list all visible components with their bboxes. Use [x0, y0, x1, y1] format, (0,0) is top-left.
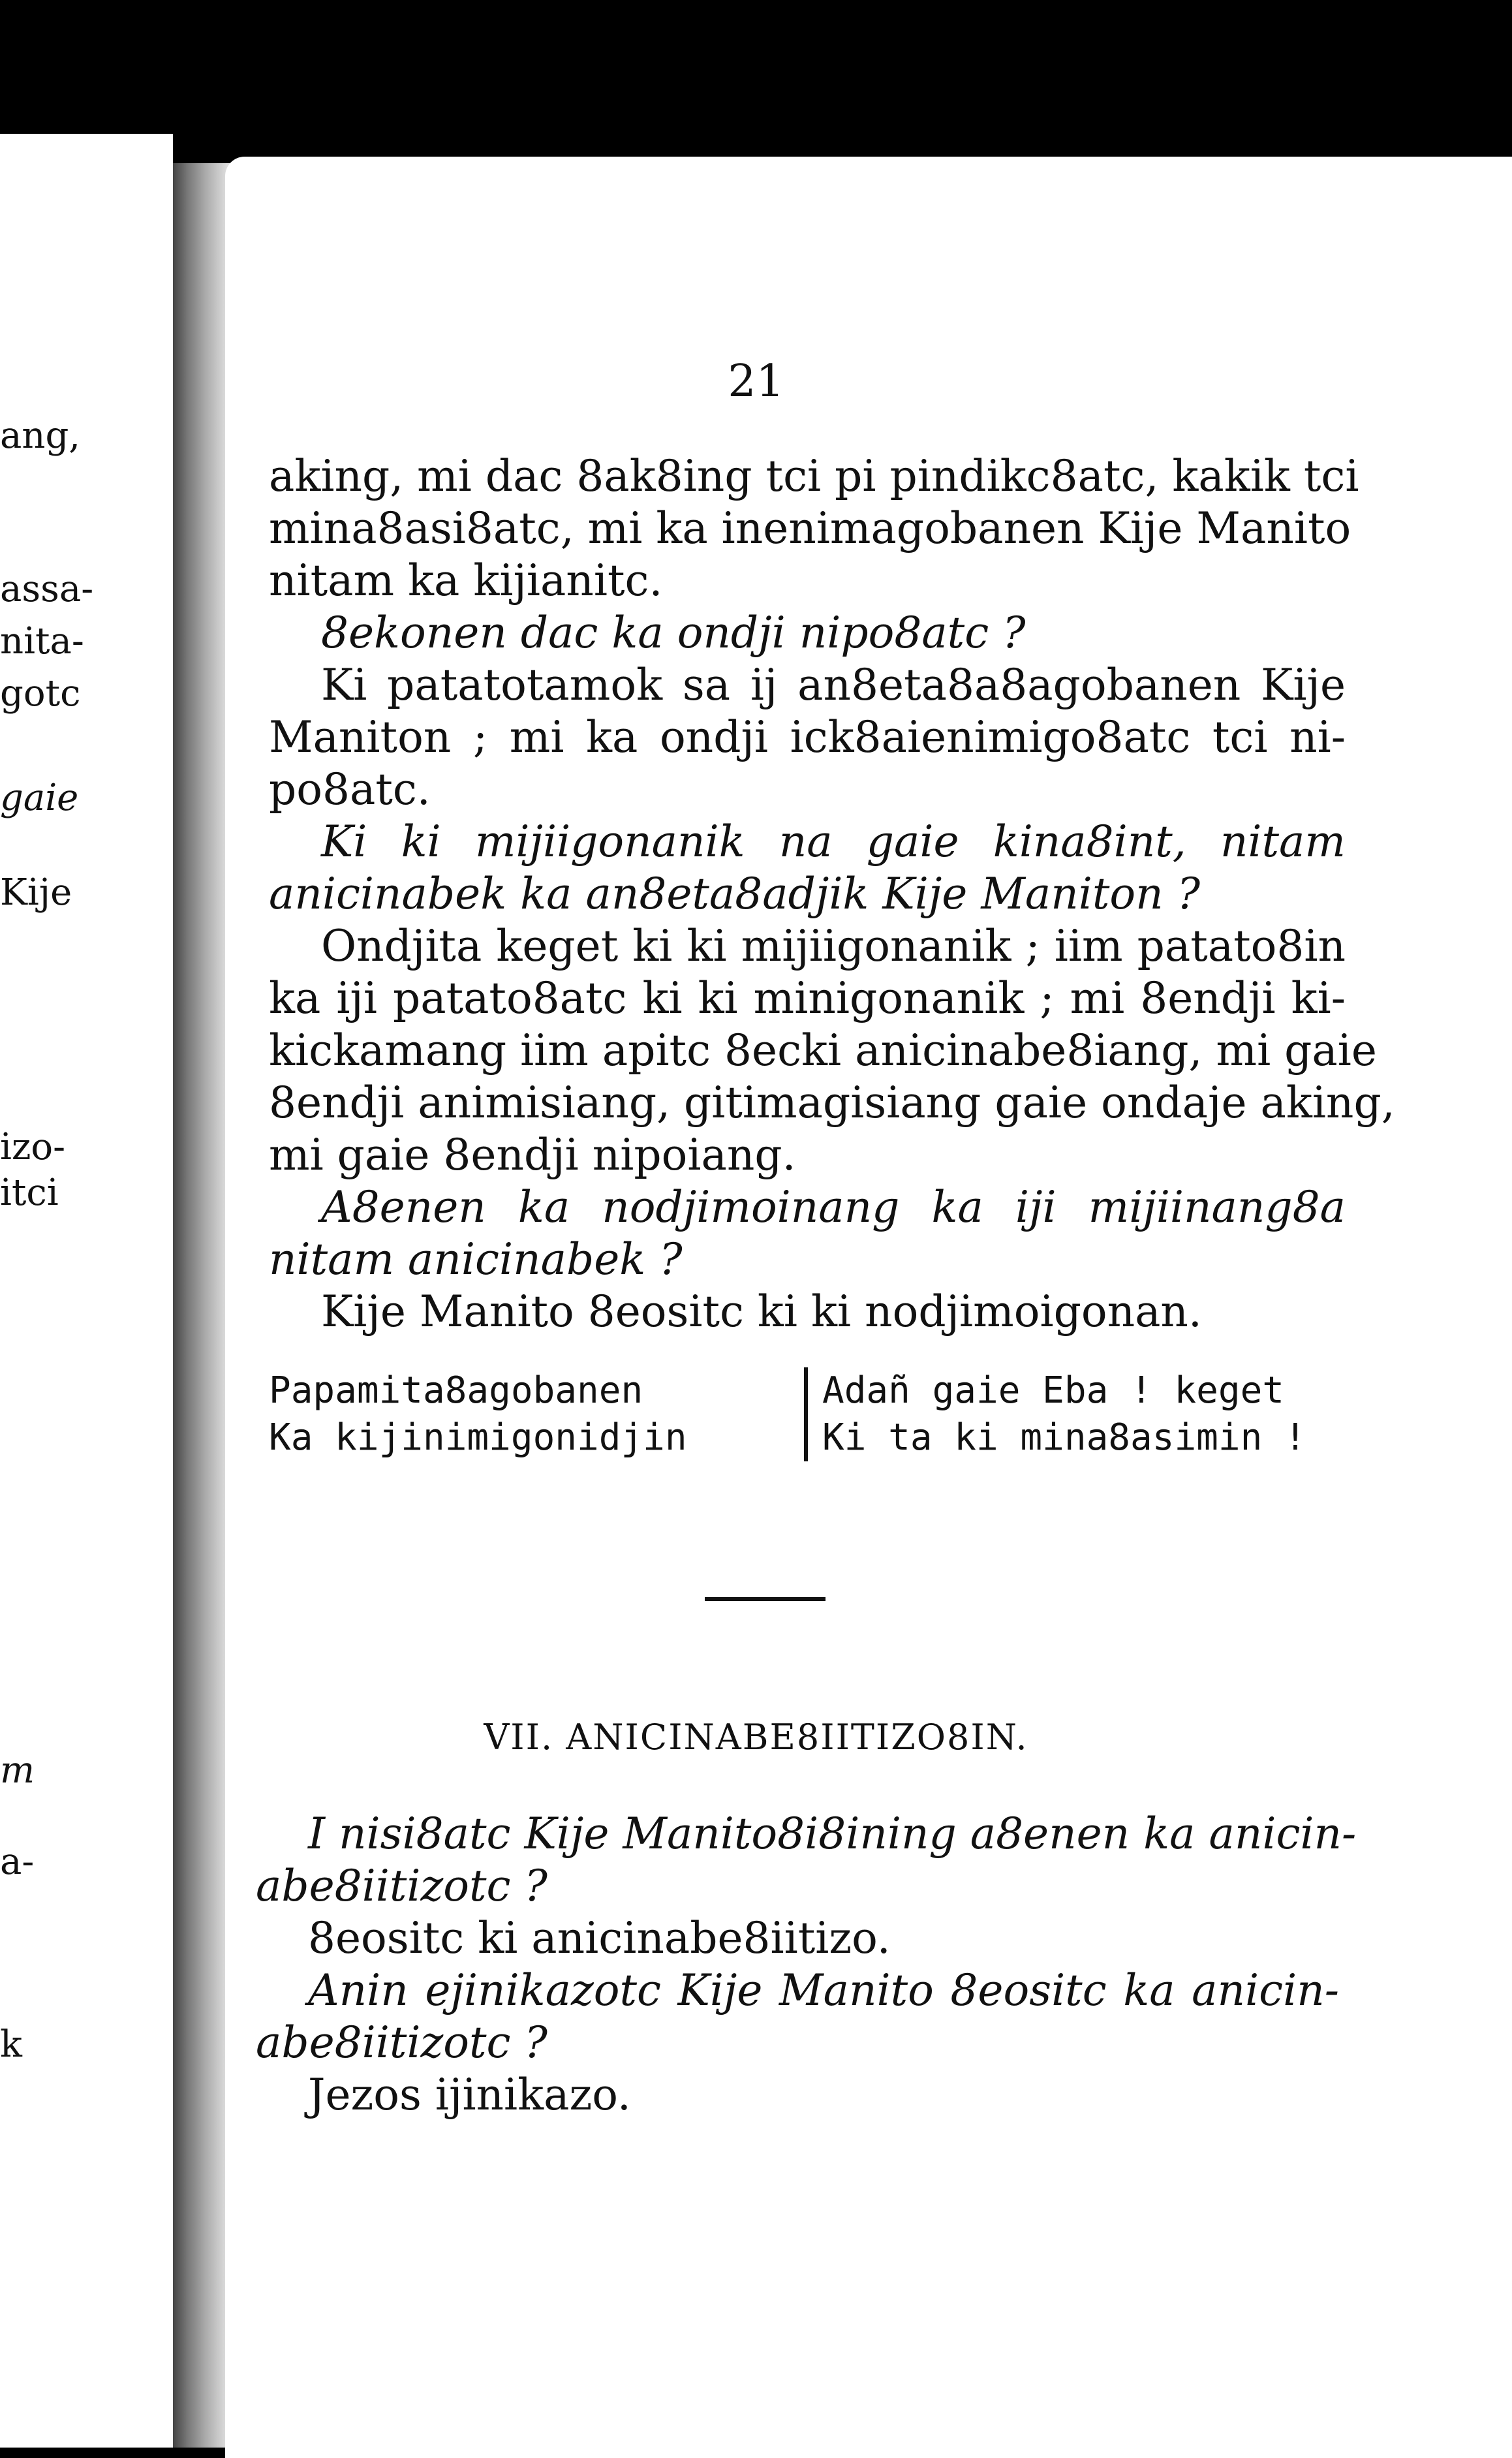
left-fragment: a- — [0, 1841, 35, 1883]
text-line: aking, mi dac 8ak8ing tci pi pindikc8atc, kakik tci — [269, 451, 1359, 501]
question-line: Anin ejinikazotc Kije Manito 8eositc ka anicin- — [308, 1965, 1339, 2015]
question-line: abe8iitizotc ? — [256, 1861, 548, 1911]
left-fragment: gotc — [0, 672, 81, 715]
verse-line: Papamita8agobanen — [269, 1369, 643, 1412]
paragraph-block — [269, 450, 1395, 1338]
text-line: Ki patatotamok sa ij an8eta8a8agobanen Kije — [321, 660, 1346, 710]
verse-left-column — [269, 1367, 687, 1461]
text-line: Kije Manito 8eositc ki ki nodjimoigonan. — [321, 1286, 1202, 1337]
question-line: nitam anicinabek ? — [269, 1234, 683, 1284]
verse-line: Ki ta ki mina8asimin ! — [822, 1416, 1306, 1459]
question-line: anicinabek ka an8eta8adjik Kije Maniton ? — [269, 869, 1200, 919]
left-fragment: m — [0, 1749, 35, 1792]
left-page-fragment — [0, 134, 173, 2448]
text-line: ka iji patato8atc ki ki minigonanik ; mi 8endji ki- — [269, 973, 1346, 1023]
text-line: mi gaie 8endji nipoiang. — [269, 1130, 796, 1180]
left-fragment: ang, — [0, 414, 81, 457]
chapter-heading: VII. ANICINABE8IITIZO8IN. — [484, 1717, 1028, 1758]
question-line: 8ekonen dac ka ondji nipo8atc ? — [321, 608, 1026, 658]
question-line: abe8iitizotc ? — [256, 2017, 548, 2068]
question-line: Ki ki mijiigonanik na gaie kina8int, nitam — [321, 817, 1346, 867]
left-fragment: itci — [0, 1172, 59, 1214]
text-line: mina8asi8atc, mi ka inenimagobanen Kije Manito — [269, 503, 1351, 553]
left-fragment: nita- — [0, 620, 84, 662]
page-number: 21 — [728, 356, 784, 407]
text-line: Maniton ; mi ka ondji ick8aienimigo8atc tci ni- — [269, 712, 1346, 762]
text-line: 8endji animisiang, gitimagisiang gaie ondaje aking, — [269, 1078, 1395, 1128]
verse-right-column — [804, 1367, 1306, 1461]
left-fragment: gaie — [0, 777, 79, 819]
left-fragment: assa- — [0, 568, 94, 610]
paragraph-block — [256, 1808, 1357, 2121]
left-fragment: k — [0, 2023, 22, 2066]
left-fragment: izo- — [0, 1126, 66, 1168]
text-line: Jezos ijinikazo. — [308, 2070, 631, 2120]
question-line: I nisi8atc Kije Manito8i8ining a8enen ka anicin- — [308, 1809, 1357, 1859]
text-line: nitam ka kijianitc. — [269, 555, 663, 606]
left-fragment: Kije — [0, 871, 72, 914]
text-line: Ondjita keget ki ki mijiigonanik ; iim patato8in — [321, 921, 1346, 971]
verse-line: Ka kijinimigonidjin — [269, 1416, 687, 1459]
text-line: po8atc. — [269, 764, 431, 815]
question-line: A8enen ka nodjimoinang ka iji mijiinang8a — [321, 1182, 1346, 1232]
text-line: kickamang iim apitc 8ecki anicinabe8iang, mi gaie — [269, 1025, 1377, 1076]
text-line: 8eositc ki anicinabe8iitizo. — [308, 1913, 891, 1963]
verse-line: Adañ gaie Eba ! keget — [822, 1369, 1285, 1412]
section-divider — [705, 1597, 825, 1601]
